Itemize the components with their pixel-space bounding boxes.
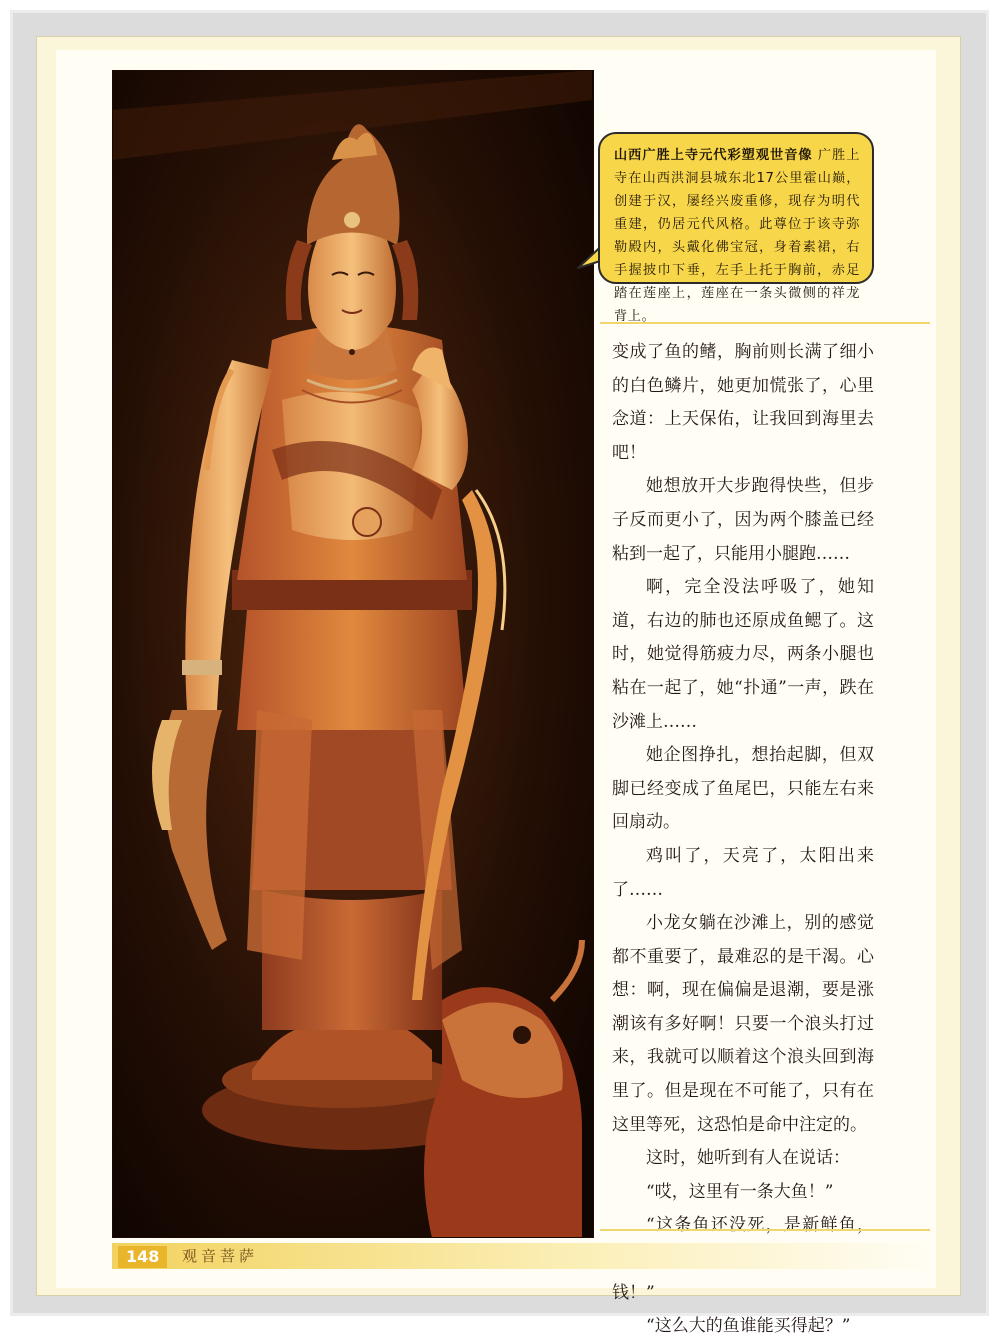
story-paragraph: 她企图挣扎，想抬起脚，但双脚已经变成了鱼尾巴，只能左右来回扇动。 [612,745,874,833]
story-text [612,336,874,1344]
story-paragraph: 她想放开大步跑得快些，但步子反而更小了，因为两个膝盖已经粘到一起了，只能用小腿跑…… [612,476,874,564]
story-paragraph: “这条鱼还没死，是新鲜鱼， 钱！” [612,1215,874,1303]
bottom-rule [600,1229,930,1231]
guanyin-statue-photo [112,70,594,1238]
story-paragraph: “哎，这里有一条大鱼！” [646,1181,834,1202]
caption-text: 广胜上寺在山西洪洞县城东北17公里霍山巅，创建于汉，屡经兴废重修，现存为明代重建，仍居元代风格。此尊位于该寺弥勒殿内，头戴化佛宝冠，身着素裙，右手握披巾下垂，左手上托于胸前，赤足踏在莲座上，莲座在一条头微侧的祥龙背上。 [614,148,860,324]
story-paragraph: 这时，她听到有人在说话： [646,1148,850,1169]
running-title: 观音菩萨 [182,1247,259,1265]
caption-heading: 山西广胜上寺元代彩塑观世音像 [614,148,813,163]
story-paragraph: “这么大的鱼谁能买得起？” [646,1316,851,1337]
story-paragraph: 啊，完全没法呼吸了，她知道，右边的肺也还原成鱼鳃了。这时，她觉得筋疲力尽，两条小腿也粘在一起了，她“扑通”一声，跌在沙滩上…… [612,577,874,732]
story-paragraph: 变成了鱼的鳍，胸前则长满了细小的白色鳞片，她更加慌张了，心里念道：上天保佑，让我回到海里去吧！ [612,342,874,463]
story-paragraph: 鸡叫了，天亮了，太阳出来了…… [612,845,874,900]
page-number: 148 [118,1246,167,1268]
story-paragraph: 小龙女躺在沙滩上，别的感觉都不重要了，最难忍的是干渴。心想：啊，现在偏偏是退潮，要是涨潮该有多好啊！只要一个浪头打过来，我就可以顺着这个浪头回到海里了。但是现在不可能了，只有在这里等死，这恐怕是命中注定的。 [612,913,874,1135]
caption-bubble [598,132,874,324]
top-rule [600,322,930,324]
